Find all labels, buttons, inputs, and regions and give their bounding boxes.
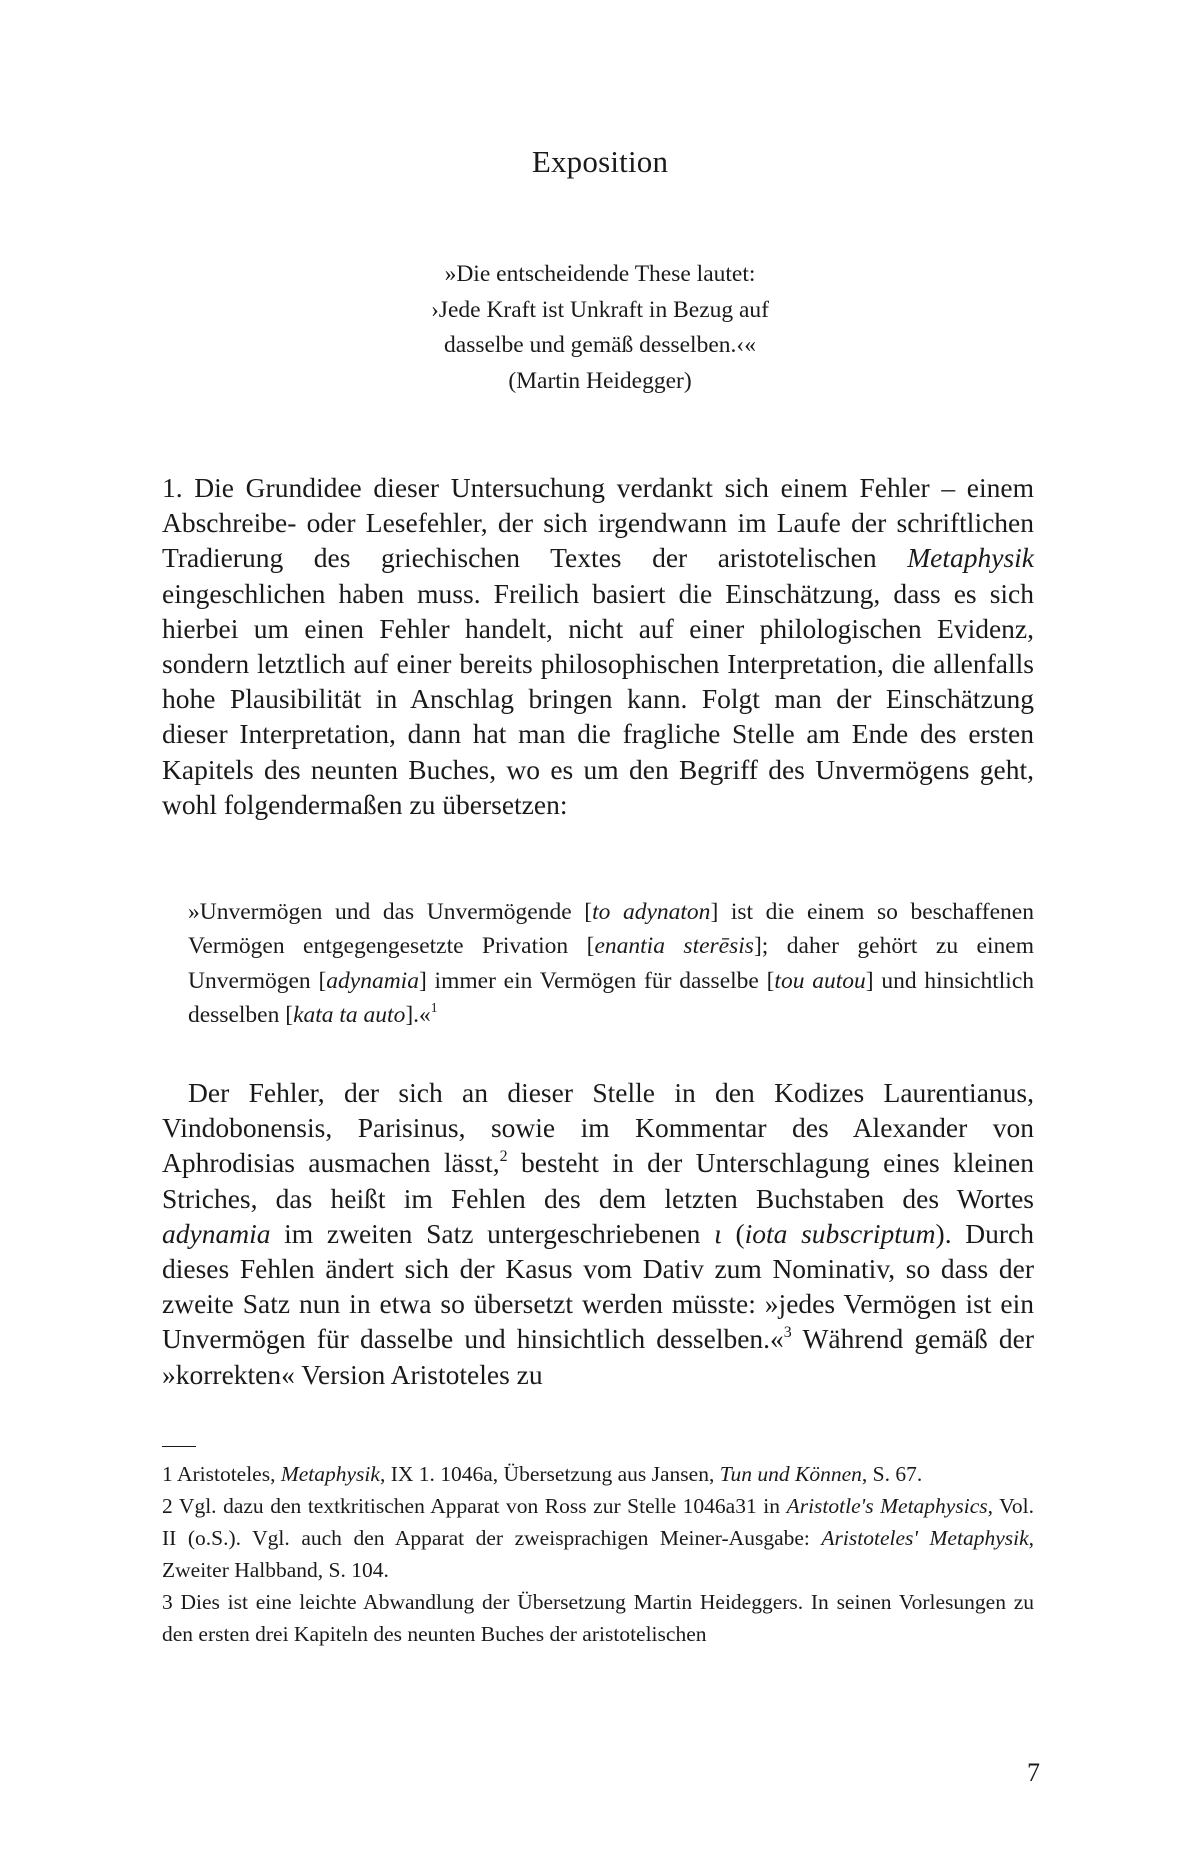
text-run: 3 Dies ist eine leichte Abwandlung der Übersetzung Martin Heideggers. In seinen Vorlesungen zu den ersten drei Kapiteln des neunten Buches der aristotelischen	[162, 1590, 1034, 1646]
text-run: ] immer ein Vermögen für dasselbe [	[418, 967, 775, 994]
paragraph-2	[162, 1075, 1034, 1392]
greek-term: adynamia	[326, 967, 419, 994]
footnote-ref: 2	[499, 1147, 508, 1165]
footnote-ref: 3	[783, 1323, 792, 1341]
italic-title: Tun und Können	[719, 1462, 862, 1486]
text-run: 1 Aristoteles,	[162, 1462, 281, 1486]
italic-term: iota subscriptum	[744, 1217, 936, 1249]
epigraph-attribution: (Martin Heidegger)	[508, 367, 692, 394]
text-run: ] ist die einem so beschaffenen Vermögen entgegengesetzte Privation [	[188, 899, 1034, 960]
italic-term: ι	[714, 1217, 722, 1249]
text-run: im zweiten Satz untergeschriebenen	[270, 1217, 715, 1249]
greek-term: kata ta auto	[293, 1002, 406, 1029]
epigraph-line: »Die entscheidende These lautet:	[444, 261, 756, 287]
italic-title: Metaphysik	[907, 542, 1034, 574]
text-run: eingeschlichen haben muss. Freilich basiert die Einschätzung, dass es sich hierbei um einen Fehler handelt, nicht auf einer philologischen Evidenz, sondern letztlich auf einer bereits philosophischen Interpretation, die allenfalls hohe Plausibilität in Anschlag bringen kann. Folgt man der Einschätzung dieser Interpretation, dann hat man die fragliche Stelle am Ende des ersten Kapitels des neunten Buches, wo es um den Begriff des Unvermögens geht, wohl folgendermaßen zu übersetzen:	[162, 577, 1034, 820]
footnotes	[162, 1458, 1034, 1650]
italic-title: Aristoteles' Metaphysik	[821, 1526, 1029, 1550]
text-run: ].«	[405, 1002, 431, 1029]
footnote-3	[162, 1586, 1034, 1650]
text-run: ). Durch dieses Fehlen ändert sich der Kasus vom Dativ zum Nominativ, so dass der zweite Satz nun in etwa so übersetzt werden müsste: »jedes Vermögen ist ein Unvermögen für dasselbe und hinsichtlich desselben.«	[162, 1217, 1034, 1355]
text-run: Während gemäß der »korrekten« Version Aristoteles zu	[162, 1323, 1034, 1390]
text-run: , Vol. II (o.S.). Vgl. auch den Apparat der zweisprachigen Meiner-Ausgabe:	[162, 1494, 1034, 1550]
epigraph-line: dasselbe und gemäß desselben.‹«	[444, 332, 756, 358]
epigraph	[0, 257, 1200, 399]
chapter-heading: Exposition	[531, 144, 669, 179]
text-run: »Unvermögen und das Unvermögende [	[188, 899, 593, 925]
text-run: (	[721, 1217, 745, 1249]
text-run: ] und hinsichtlich desselben [	[188, 967, 1035, 1029]
text-run: ]; daher gehört zu einem Unvermögen [	[188, 933, 1034, 994]
text-run: , S. 67.	[861, 1462, 923, 1486]
italic-title: Aristotle's Metaphysics	[786, 1494, 988, 1518]
block-quote	[188, 895, 1034, 1033]
paragraph-1	[162, 470, 1034, 822]
greek-term: tou autou	[774, 967, 866, 994]
italic-title: Metaphysik	[280, 1462, 380, 1486]
text-run: , Zweiter Halbband, S. 104.	[162, 1526, 1034, 1582]
italic-term: adynamia	[162, 1217, 271, 1249]
page-number: 7	[1027, 1758, 1040, 1787]
text-run: , IX 1. 1046a, Übersetzung aus Jansen,	[379, 1462, 720, 1486]
footnote-1	[162, 1458, 1034, 1490]
footnote-separator	[162, 1446, 196, 1447]
greek-term: enantia sterēsis	[594, 933, 754, 960]
footnote-ref: 1	[430, 1000, 438, 1016]
text-run: 2 Vgl. dazu den textkritischen Apparat von Ross zur Stelle 1046a31 in	[162, 1494, 787, 1518]
greek-term: to adynaton	[592, 899, 711, 925]
footnote-2	[162, 1490, 1034, 1586]
text-run: besteht in der Unterschlagung eines kleinen Striches, das heißt im Fehlen des dem letzten Buchstaben des Wortes	[162, 1147, 1035, 1214]
epigraph-line: ›Jede Kraft ist Unkraft in Bezug auf	[430, 296, 770, 323]
text-run: 1. Die Grundidee dieser Untersuchung verdankt sich einem Fehler – einem Abschreibe- oder Lesefehler, der sich irgendwann im Laufe der schriftlichen Tradierung des griechischen Textes der aristotelischen	[162, 472, 1034, 574]
text-run: Der Fehler, der sich an dieser Stelle in den Kodizes Laurentianus, Vindobonensis, Parisinus, sowie im Kommentar des Alexander von Aphrodisias ausmachen lässt,	[162, 1077, 1034, 1179]
